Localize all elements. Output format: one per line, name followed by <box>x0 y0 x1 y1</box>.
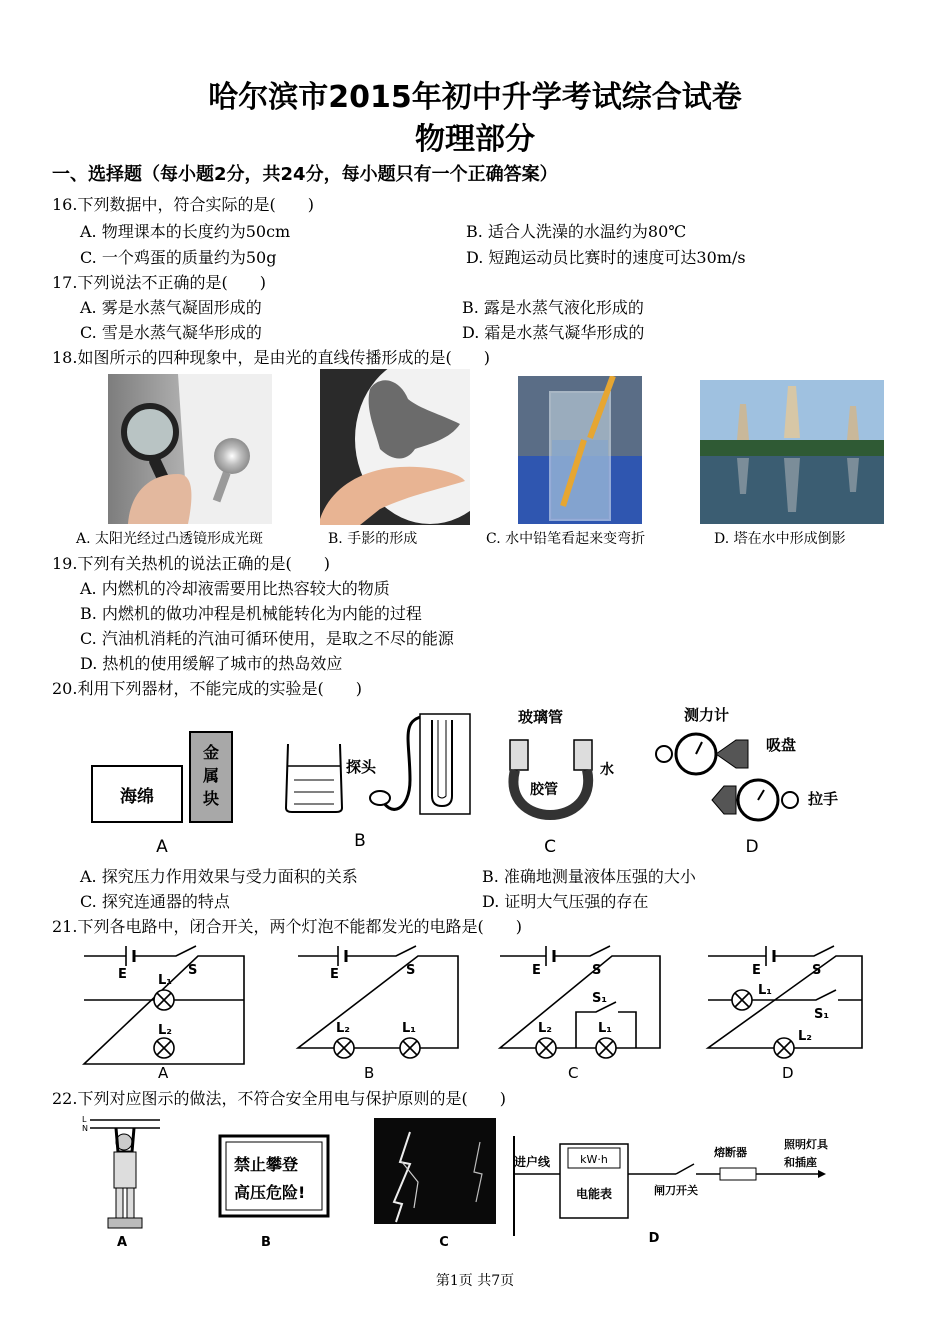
section-heading: 一、选择题（每小题2分，共24分，每小题只有一个正确答案） <box>52 164 558 185</box>
glass-tube-label: 玻璃管 <box>518 708 564 726</box>
q18-photo-b-hand-shadow <box>320 369 470 525</box>
handle-label: 拉手 <box>808 790 839 808</box>
q18-caption-a: A. 太阳光经过凸透镜形成光斑 <box>76 531 264 547</box>
q18-caption-d: D. 塔在水中形成倒影 <box>714 531 846 547</box>
q16-option-b: B. 适合人洗澡的水温约为80℃ <box>466 222 687 241</box>
q22-label-a: A <box>116 1235 128 1250</box>
metal-label-3: 块 <box>202 789 220 808</box>
circuit-d-l2: L₂ <box>798 1029 812 1044</box>
circuit-a-e: E <box>118 967 127 982</box>
sponge-label: 海绵 <box>120 787 154 807</box>
q19-option-d: D. 热机的使用缓解了城市的热岛效应 <box>80 654 343 673</box>
circuit-d-l1: L₁ <box>758 983 772 998</box>
q19-option-c: C. 汽油机消耗的汽油可循环使用，是取之不尽的能源 <box>80 629 454 648</box>
q20-stem: 20.利用下列器材，不能完成的实验是( ) <box>52 679 362 698</box>
kwh-label: kW·h <box>580 1153 608 1166</box>
q20-label-b: B <box>354 831 366 851</box>
circuit-c <box>500 946 660 1058</box>
circuit-c-label: C <box>568 1064 579 1082</box>
circuit-a-label: A <box>158 1064 169 1082</box>
q16-option-c: C. 一个鸡蛋的质量约为50g <box>80 248 277 267</box>
q20-figure <box>80 700 880 860</box>
suction-cup-label: 吸盘 <box>766 736 797 754</box>
circuit-b-l1: L₁ <box>402 1021 416 1036</box>
circuit-b <box>298 946 458 1058</box>
metal-label-1: 金 <box>202 743 220 762</box>
q20-option-c: C. 探究连通器的特点 <box>80 892 230 911</box>
circuit-a <box>84 946 244 1064</box>
q18-photo-a-magnifier <box>108 374 272 524</box>
q22-fig-c-lightning <box>374 1118 496 1250</box>
load-label-2: 和插座 <box>784 1156 817 1169</box>
circuit-d-label: D <box>782 1064 794 1082</box>
q17-option-a: A. 雾是水蒸气凝固形成的 <box>80 298 262 317</box>
q20-fig-a-sponge-block <box>92 732 232 857</box>
q21-circuits <box>76 936 876 1084</box>
circuit-d-s: S <box>812 963 822 978</box>
fuse-label: 熔断器 <box>714 1146 747 1159</box>
meter-label: 电能表 <box>575 1187 613 1201</box>
circuit-c-e: E <box>532 963 541 978</box>
circuit-b-l2: L₂ <box>336 1021 350 1036</box>
q22-label-d: D <box>648 1231 660 1246</box>
circuit-b-label: B <box>364 1064 375 1082</box>
q19-option-b: B. 内燃机的做功冲程是机械能转化为内能的过程 <box>80 604 422 623</box>
q19-option-a: A. 内燃机的冷却液需要用比热容较大的物质 <box>80 579 390 598</box>
q22-stem: 22.下列对应图示的做法，不符合安全用电与保护原则的是( ) <box>52 1089 506 1108</box>
page-subtitle: 物理部分 <box>415 122 535 157</box>
switch-label: 闸刀开关 <box>654 1184 698 1197</box>
sign-line-2: 高压危险! <box>234 1183 306 1202</box>
q17-option-b: B. 露是水蒸气液化形成的 <box>462 298 644 317</box>
q17-option-c: C. 雪是水蒸气凝华形成的 <box>80 323 262 342</box>
q17-stem: 17.下列说法不正确的是( ) <box>52 273 266 292</box>
q21-stem: 21.下列各电路中，闭合开关，两个灯泡不能都发光的电路是( ) <box>52 917 522 936</box>
q22-fig-d-wiring <box>513 1136 829 1246</box>
circuit-d-e: E <box>752 963 761 978</box>
circuit-a-l2: L₂ <box>158 1023 172 1038</box>
q22-figure <box>80 1112 860 1250</box>
q22-fig-b-warning-sign <box>220 1136 328 1250</box>
incoming-label: 进户线 <box>514 1155 551 1169</box>
circuit-c-s1: S₁ <box>592 991 608 1006</box>
circuit-d-s1: S₁ <box>814 1007 830 1022</box>
q20-option-a: A. 探究压力作用效果与受力面积的关系 <box>80 867 358 886</box>
water-label: 水 <box>600 762 614 778</box>
q22-label-b: B <box>261 1235 271 1250</box>
q20-label-a: A <box>156 837 168 857</box>
q18-caption-c: C. 水中铅笔看起来变弯折 <box>486 531 646 547</box>
page-title: 哈尔滨市2015年初中升学考试综合试卷 <box>208 80 742 115</box>
wire-l-label: L <box>82 1115 87 1124</box>
circuit-a-s: S <box>188 963 198 978</box>
circuit-d <box>708 946 862 1058</box>
circuit-a-l1: L₁ <box>158 973 172 988</box>
circuit-c-l1: L₁ <box>598 1021 612 1036</box>
q19-stem: 19.下列有关热机的说法正确的是( ) <box>52 554 330 573</box>
q16-stem: 16.下列数据中，符合实际的是( ) <box>52 195 314 214</box>
q20-option-b: B. 准确地测量液体压强的大小 <box>482 867 696 886</box>
sign-line-1: 禁止攀登 <box>234 1155 299 1174</box>
q20-label-c: C <box>544 837 556 857</box>
circuit-b-s: S <box>406 963 416 978</box>
circuit-c-s: S <box>592 963 602 978</box>
hose-label: 胶管 <box>530 782 558 798</box>
q20-option-d: D. 证明大气压强的存在 <box>482 892 649 911</box>
q20-fig-b-manometer <box>286 714 470 851</box>
page-footer: 第1页 共7页 <box>435 1273 515 1289</box>
metal-label-2: 属 <box>202 766 220 785</box>
force-meter-label: 测力计 <box>684 706 730 724</box>
q18-photo-d-pagoda-reflection <box>700 380 884 524</box>
q18-photo-c-pencil-in-water <box>518 376 642 524</box>
circuit-c-l2: L₂ <box>538 1021 552 1036</box>
circuit-b-e: E <box>330 967 339 982</box>
load-label-1: 照明灯具 <box>784 1138 828 1151</box>
q22-label-c: C <box>439 1235 449 1250</box>
q20-fig-c-connected-vessels <box>510 708 614 857</box>
wire-n-label: N <box>82 1124 88 1133</box>
q17-option-d: D. 霜是水蒸气凝华形成的 <box>462 323 645 342</box>
q16-option-a: A. 物理课本的长度约为50cm <box>80 222 291 241</box>
q18-caption-b: B. 手影的形成 <box>328 531 418 547</box>
q16-option-d: D. 短跑运动员比赛时的速度可达30m/s <box>466 248 746 267</box>
probe-label: 探头 <box>346 758 377 776</box>
q20-label-d: D <box>745 837 759 857</box>
q20-fig-d-suction-cups <box>656 706 838 857</box>
q18-stem: 18.如图所示的四种现象中，是由光的直线传播形成的是( ) <box>52 348 490 367</box>
q22-fig-a-person-on-wire <box>82 1115 160 1250</box>
